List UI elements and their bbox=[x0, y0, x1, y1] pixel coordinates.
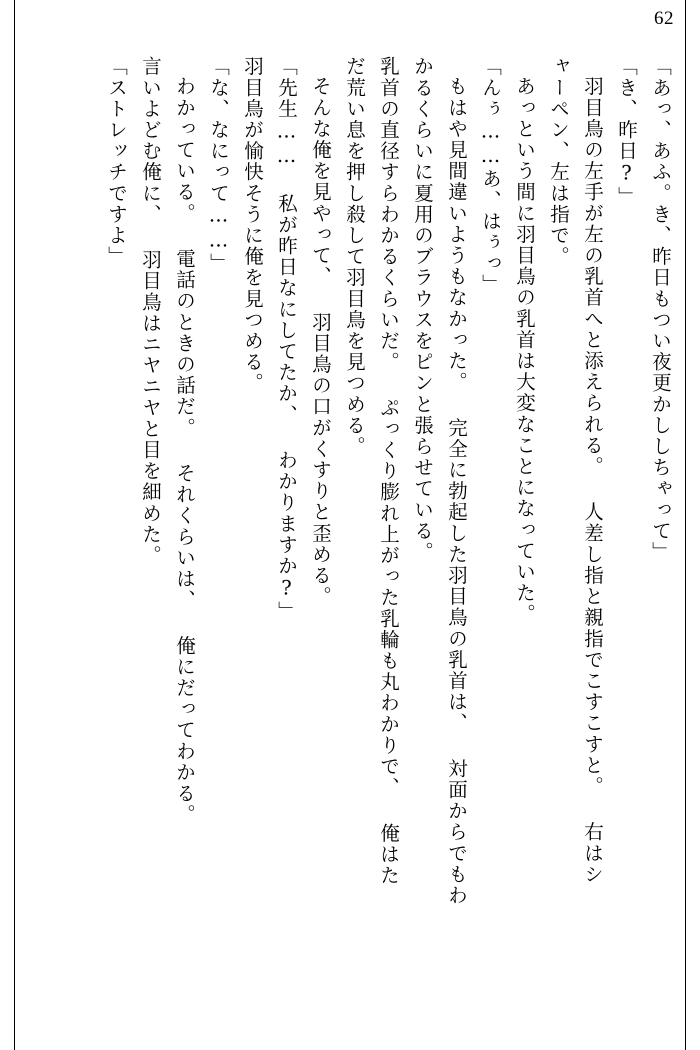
text-line: もはや見間違いようもなかった。 完全に勃起した羽目鳥の乳首は、 対面からでもわ bbox=[445, 76, 468, 906]
text-line: わかっている。 電話のときの話だ。 それくらいは、 俺にだってわかる。 bbox=[173, 76, 196, 825]
text-line: そんな俺を見やって、 羽目鳥の口がくすりと歪める。 bbox=[309, 76, 332, 607]
text-line: 「んぅ……あ、はぅっ」 bbox=[479, 56, 502, 296]
left-margin-rule bbox=[14, 0, 15, 1050]
text-line: 「先生…… 私が昨日なにしてたか、 わかりますか?」 bbox=[275, 56, 298, 623]
text-line: 「な、なにって……」 bbox=[207, 56, 230, 274]
text-line: ャーペン、左は指で。 bbox=[547, 56, 570, 267]
body-text-block bbox=[30, 56, 670, 1016]
text-line: あっという間に羽目鳥の乳首は大変なことになっていた。 bbox=[513, 76, 536, 625]
text-line: だ荒い息を押し殺して羽目鳥を見つめる。 bbox=[343, 56, 366, 457]
text-line: 羽目鳥が愉快そうに俺を見つめる。 bbox=[241, 56, 264, 394]
right-margin-rule bbox=[685, 0, 686, 1050]
text-line: 乳首の直径すらわかるくらいだ。 ぷっくり膨れ上がった乳輪も丸わかりで、 俺はた bbox=[377, 56, 400, 886]
text-line: 「ストレッチですよ」 bbox=[105, 56, 128, 267]
text-line: 羽目鳥の左手が左の乳首へと添えられる。 人差し指と親指でこすこすと。 右はシ bbox=[581, 76, 604, 885]
text-line: かるくらいに夏用のブラウスをピンと張らせている。 bbox=[411, 56, 434, 563]
text-line: 言いよどむ俺に、 羽目鳥はニヤニヤと目を細めた。 bbox=[139, 56, 162, 566]
text-line: 「き、昨日?」 bbox=[615, 56, 638, 208]
text-line: 「あっ、あふ。き、昨日もつい夜更かししちゃって」 bbox=[649, 56, 672, 563]
page-number: 62 bbox=[654, 8, 674, 29]
